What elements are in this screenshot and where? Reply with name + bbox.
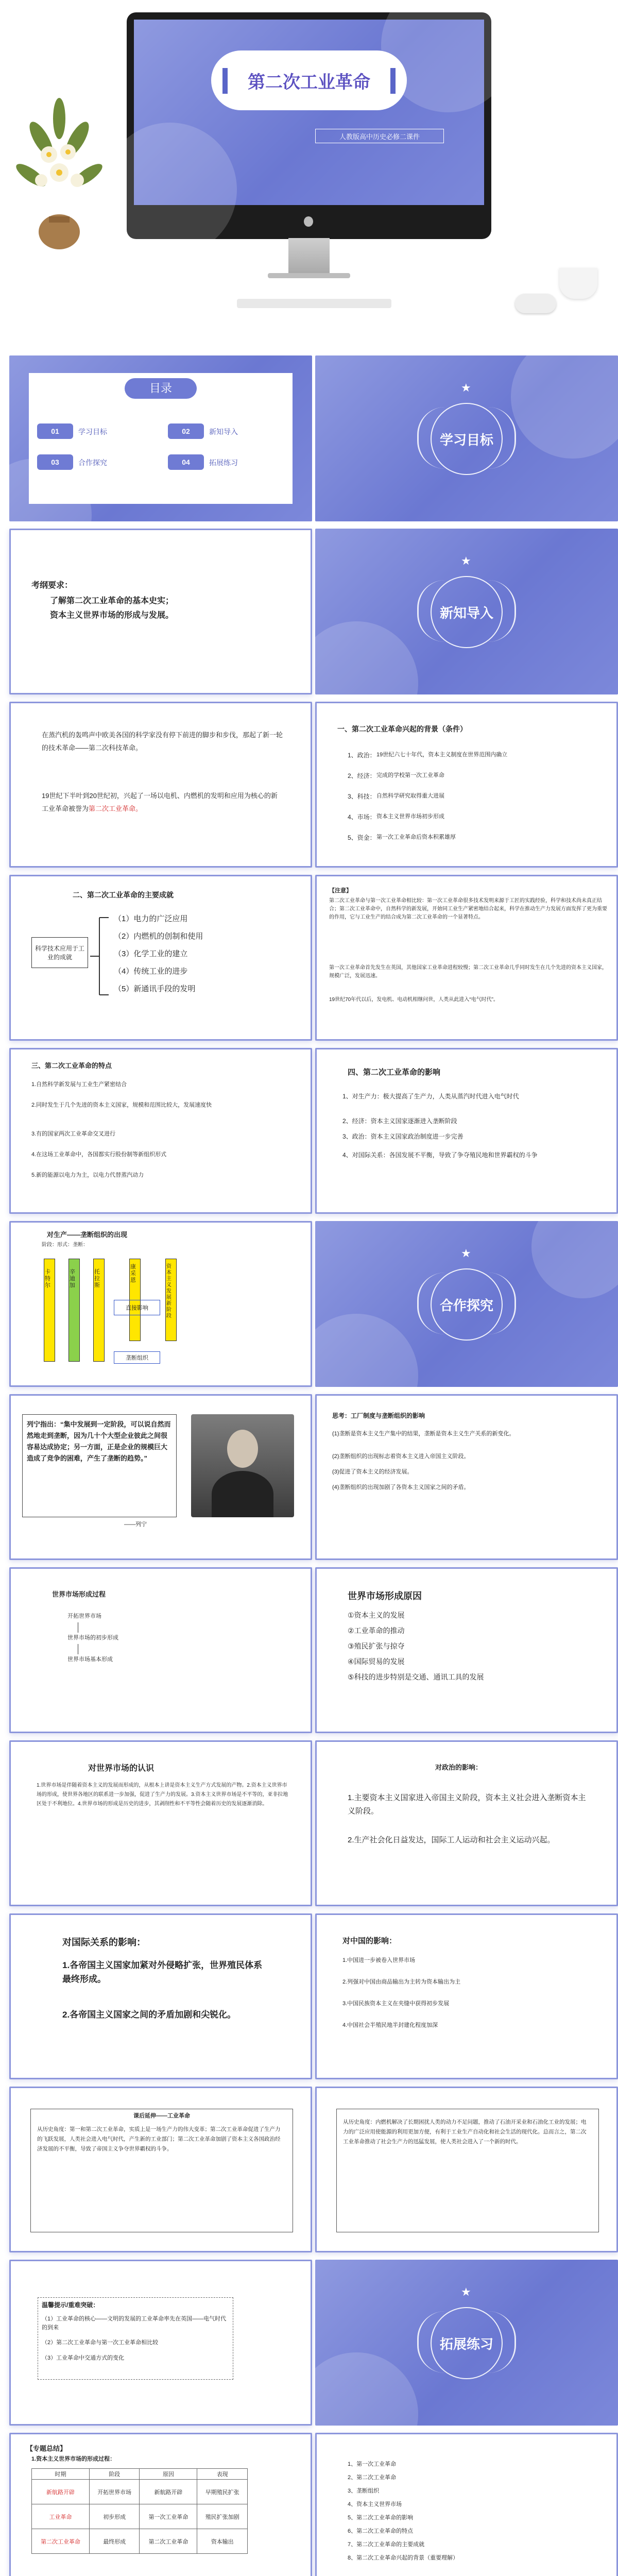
slide-goals <box>9 529 312 694</box>
toc-num-2: 02 <box>168 423 204 439</box>
bg-label-4: 4、市场： <box>348 814 376 821</box>
slide-influence <box>315 1048 618 1214</box>
mono-right2: 垄断组织 <box>126 1355 148 1361</box>
wm4-item-2: 2.生产社会化日益发达，国际工人运动和社会主义运动兴起。 <box>348 1836 555 1844</box>
slide-monopoly <box>9 1221 312 1387</box>
table-cell: 殖民扩张加剧 <box>197 2504 248 2529</box>
monitor-screen <box>134 20 484 205</box>
mono-right: 直接影响 <box>126 1305 148 1311</box>
perf-item-4: （4）传统工业的进步 <box>114 967 188 976</box>
table-header-row <box>32 2469 248 2480</box>
bg-text-1: 19世纪六七十年代，资本主义制度在世界范围内确立 <box>376 752 508 758</box>
monitor-stand <box>288 238 330 274</box>
apple-logo-icon <box>304 216 313 227</box>
wm4-item-1: 1.主要资本主义国家进入帝国主义阶段，资本主义社会进入垄断资本主义阶段。 <box>348 1793 586 1816</box>
perf-item-3: （3）化学工业的建立 <box>114 950 188 958</box>
bg-label-5: 5、资金： <box>348 834 376 841</box>
mono-header: 阶段：形式：垄断： <box>42 1242 88 1248</box>
star-icon: ★ <box>461 554 471 567</box>
wm2-item-2: ②工业革命的推动 <box>348 1626 405 1635</box>
toc-item-2[interactable]: 新知导入 <box>209 428 238 436</box>
list-item-2: 2、第二次工业革命 <box>348 2475 397 2481</box>
perf-title: 二、第二次工业革命的主要成就 <box>73 891 174 899</box>
notes-p1: 第二次工业革命与第一次工业革命相比较：第一次工业革命很多技术发明来源于工匠的实践经验，科学和技术尚未真正结合；第二次工业革命中，自然科学的新发展，开始同工业生产紧密地结合起来，科学在推动生产力发展方面发挥了更为重要的作用，它与工业生产的结合成为第二次工业革命的一个显著特点。 <box>329 898 607 920</box>
table-header: 阶段 <box>89 2469 140 2480</box>
table-cell: 资本输出 <box>197 2529 248 2554</box>
slide-lenin <box>9 1394 312 1560</box>
wm2-title: 世界市场形成原因 <box>348 1591 422 1601</box>
list-item-7: 7、第二次工业革命的主要成就 <box>348 2541 425 2548</box>
wm5-title: 对国际关系的影响： <box>62 1937 146 1947</box>
list-item-6: 6、第二次工业革命的特点 <box>348 2528 414 2534</box>
intro-p2-highlight: 第二次工业革命。 <box>89 804 143 812</box>
mono-note: 资本主义发展新阶段 <box>166 1264 171 1319</box>
perf-bracket <box>89 912 110 1000</box>
ev1-title: 课后延伸——工业革命 <box>133 2113 190 2119</box>
mono-item-3: 托拉斯 <box>94 1269 100 1289</box>
bg-title: 一、第二次工业革命兴起的背景（条件） <box>337 725 467 733</box>
ev1-box <box>30 2109 293 2232</box>
keyboard <box>237 299 391 308</box>
table-cell: 最终形成 <box>89 2529 140 2554</box>
infl-item-1: 1、对生产力：极大提高了生产力，人类从蒸汽时代进入电气时代 <box>342 1093 519 1100</box>
slide-section-3 <box>315 1221 618 1387</box>
mouse <box>515 294 556 313</box>
feat-title: 三、第二次工业革命的特点 <box>31 1062 112 1070</box>
goals-line-2: 资本主义世界市场的形成与发展。 <box>50 611 174 620</box>
wm6-item-3: 3.中国民族资本主义在夹缝中获得初步发展 <box>342 2001 450 2007</box>
feat-item-1: 1.自然科学新发展与工业生产紧密结合 <box>31 1081 127 1088</box>
slide-extension-2 <box>315 2087 618 2252</box>
table-header: 表现 <box>197 2469 248 2480</box>
slide-features <box>9 1048 312 1214</box>
lenin-quote-box <box>22 1414 177 1517</box>
feat-item-5: 5.新的能源以电力为主，以电力代替蒸汽动力 <box>31 1172 144 1178</box>
slide-toc <box>9 355 312 521</box>
cover-subtitle: 人教版高中历史必修二课件 <box>339 132 420 141</box>
bg-label-3: 3、科技： <box>348 793 376 800</box>
mono2-item-2: (2)垄断组织的出现标志着资本主义进入帝国主义阶段。 <box>332 1453 470 1460</box>
bg-label-2: 2、经济： <box>348 772 376 779</box>
table-row <box>32 2529 248 2554</box>
table-row <box>32 2480 248 2504</box>
mono2-head: 思考：工厂制度与垄断组织的影响 <box>332 1412 425 1419</box>
section-3-title: 合作探究 <box>439 1297 493 1313</box>
rev-title: 温馨提示/重难突破： <box>42 2301 99 2309</box>
sum-sub: 1.资本主义世界市场的形成过程： <box>31 2456 116 2462</box>
table-cell: 初步形成 <box>89 2504 140 2529</box>
perf-item-1: （1）电力的广泛应用 <box>114 914 188 923</box>
table-cell: 工业革命 <box>32 2504 90 2529</box>
cover-title-panel <box>211 50 407 110</box>
wm6-item-4: 4.中国社会半殖民地半封建化程度加深 <box>342 2022 438 2028</box>
table-header: 原因 <box>140 2469 197 2480</box>
slide-extension-1 <box>9 2087 312 2252</box>
bg-text-4: 资本主义世界市场初步形成 <box>376 814 444 820</box>
feat-item-2: 2.同时发生于几个先进的资本主义国家，规模和范围比较大，发展速度快 <box>31 1102 212 1108</box>
slide-background <box>315 702 618 868</box>
notes-p2: 第一次工业革命首先发生在英国，其他国家工业革命进程较慢；第二次工业革命几乎同时发生在几个先进的资本主义国家，规模广泛，发展迅速。 <box>329 965 607 979</box>
toc-num-1: 01 <box>37 423 73 439</box>
toc-item-4[interactable]: 拓展练习 <box>209 459 238 467</box>
wm6-item-2: 2.列强对中国由商品输出为主转为资本输出为主 <box>342 1979 461 1985</box>
perf-item-5: （5）新通讯手段的发明 <box>114 985 196 993</box>
wm2-item-1: ①资本主义的发展 <box>348 1611 405 1619</box>
toc-num-4: 04 <box>168 454 204 470</box>
wm3-title: 对世界市场的认识 <box>88 1764 154 1773</box>
toc-item-3[interactable]: 合作探究 <box>78 459 107 467</box>
table-cell: 第一次工业革命 <box>140 2504 197 2529</box>
mono-item-1: 卡特尔 <box>45 1269 50 1289</box>
rev-item-1: （1）工业革命的核心——文明的发展的工业革命率先在英国——电气时代的到来 <box>42 2316 227 2331</box>
table-cell: 早期殖民扩张 <box>197 2480 248 2504</box>
slide-list <box>315 2433 618 2576</box>
wm2-item-5: ⑤科技的进步特别是交通、通讯工具的发展 <box>348 1673 484 1681</box>
table-row <box>32 2504 248 2529</box>
infl-item-3: 3、政治：资本主义国家政治制度进一步完善 <box>342 1133 464 1140</box>
star-icon: ★ <box>461 2285 471 2298</box>
slide-market-causes <box>315 1567 618 1733</box>
slide-monopoly-effect <box>315 1394 618 1560</box>
wm1-item-3: 世界市场基本形成 <box>67 1656 113 1663</box>
goals-head: 考纲要求： <box>31 581 73 590</box>
table-header: 时期 <box>32 2469 90 2480</box>
infl-item-2: 2、经济：资本主义国家逐渐进入垄断阶段 <box>342 1117 457 1125</box>
rev-item-3: （3）工业革命中交通方式的变化 <box>42 2355 125 2361</box>
wm1-item-1: 开拓世界市场 <box>67 1613 101 1619</box>
intro-p2 <box>42 790 284 815</box>
mono-item-2: 辛迪加 <box>70 1269 75 1289</box>
rev-item-2: （2）第二次工业革命与第一次工业革命相比较 <box>42 2340 159 2346</box>
perf-left-box <box>31 937 88 968</box>
lenin-source: ——列宁 <box>124 1521 147 1528</box>
cover-section <box>0 0 618 350</box>
slide-review <box>9 2260 312 2426</box>
toc-title: 目录 <box>125 378 197 399</box>
list-item-1: 1、第一次工业革命 <box>348 2461 397 2467</box>
table-cell: 第二次工业革命 <box>32 2529 90 2554</box>
perf-left: 科学技术应用于工业的成就 <box>35 945 84 961</box>
infl-item-4: 4、对国际关系：各国发展不平衡，导致了争夺殖民地和世界霸权的斗争 <box>342 1151 538 1159</box>
table-cell: 第二次工业革命 <box>140 2529 197 2554</box>
slide-china <box>315 1913 618 2079</box>
wm4-title: 对政治的影响： <box>435 1764 483 1771</box>
toc-item-1[interactable]: 学习目标 <box>78 428 107 436</box>
cover-title: 第二次工业革命 <box>248 72 370 92</box>
slide-intro <box>9 702 312 868</box>
bg-text-3: 自然科学研究取得重大进展 <box>376 793 444 799</box>
wm1-title: 世界市场形成过程 <box>52 1590 106 1598</box>
mono-right2-box <box>114 1351 160 1364</box>
section-2-title: 新知导入 <box>439 605 493 621</box>
wm3-p: 1.世界市场是伴随着资本主义的发展而形成的，从根本上讲是资本主义生产方式发展的产物。2.资本主义世界市场的形成，使世界各地区的联系进一步加强，促进了生产力的发展。3.资本主义世界市场是不平等的，亚非拉地区处于不利地位。4.世界市场的形成是历史的进步，其剥削性和不平等性会随着历史的发展逐渐消除。 <box>37 1783 288 1807</box>
toc-num-3: 03 <box>37 454 73 470</box>
table-cell: 新航路开辟 <box>32 2480 90 2504</box>
table-cell: 开拓世界市场 <box>89 2480 140 2504</box>
ev2-box <box>336 2109 599 2232</box>
mono2-item-3: (3)促进了资本主义的经济发展。 <box>332 1469 413 1475</box>
slide-achievements <box>9 875 312 1041</box>
monitor <box>127 12 491 239</box>
intro-p2-text: 19世纪下半叶到20世纪初，兴起了一场以电机、内燃机的发明和应用为核心的新工业革命被誉为 <box>42 792 278 812</box>
cover-subtitle-box <box>315 129 444 143</box>
wm6-title: 对中国的影响： <box>342 1937 397 1945</box>
monitor-base <box>268 273 350 278</box>
star-icon: ★ <box>461 381 471 394</box>
intro-p1: 在蒸汽机的轰鸣声中欧美各国的科学家没有停下前进的脚步和步伐，那起了新一轮的技术革命——第二次科技革命。 <box>42 731 283 752</box>
slide-notes <box>315 875 618 1041</box>
bg-label-1: 1、政治： <box>348 752 376 759</box>
wm2-item-4: ④国际贸易的发展 <box>348 1657 405 1666</box>
sum-title: 【专题总结】 <box>26 2445 67 2452</box>
mono2-item-1: (1)垄断是资本主义生产集中的结果，垄断是资本主义生产关系的新变化。 <box>332 1431 515 1437</box>
infl-title: 四、第二次工业革命的影响 <box>348 1068 441 1077</box>
feat-item-4: 4.在这场工业革命中，各国都实行股份制等新组织形式 <box>31 1151 167 1158</box>
bg-text-2: 完成的学校第一次工业革命 <box>376 772 444 778</box>
plant-illustration <box>10 77 108 252</box>
ev2-p: 从历史角度：内燃机解决了长期困扰人类的动力不足问题，推动了石油开采业和石油化工业的发展；电力的广泛应用使能源的利用更加方便，有利于工业生产自动化和社会生活的现代化。总而言之，第二次工业革命推动了社会生产力的迅猛发展，使人类社会进入了一个新的时代。 <box>343 2119 587 2145</box>
perf-item-2: （2）内燃机的创制和使用 <box>114 932 203 941</box>
goals-line-1: 了解第二次工业革命的基本史实； <box>50 597 174 605</box>
ev1-p: 从历史角度：第一和第二次工业革命，实质上是一场生产力的伟大变革；第二次工业革命促进了生产力的飞跃发展，人类社会进入电气时代，产生新的工业部门；第二次工业革命加剧了资本主义各国政治经济发展的不平衡，导致了帝国主义争夺世界霸权的斗争。 <box>37 2126 281 2152</box>
lenin-quote: 列宁指出：“集中发展到一定阶段，可以说自然而然地走到垄断，因为几十个大型企业彼此之间很容易达成协定；另一方面，正是企业的规模巨大造成了竞争的困难，产生了垄断的趋势。” <box>27 1420 171 1463</box>
slide-summary <box>9 2433 312 2576</box>
list-item-3: 3、垄断组织 <box>348 2488 380 2494</box>
mono-title: 对生产——垄断组织的出现 <box>47 1231 128 1239</box>
summary-table <box>31 2468 248 2554</box>
slide-intl-relations <box>9 1913 312 2079</box>
notes-p3: 19世纪70年代以后，发电机、电动机相继问世，人类从此进入“电气时代”。 <box>329 997 499 1003</box>
section-4-title: 拓展练习 <box>439 2336 493 2352</box>
list-item-8: 8、第二次工业革命兴起的背景（重要理解） <box>348 2555 459 2561</box>
slide-section-1 <box>315 355 618 521</box>
mono2-item-4: (4)垄断组织的出现加剧了各资本主义国家之间的矛盾。 <box>332 1484 470 1490</box>
bg-text-5: 第一次工业革命后资本积累雄厚 <box>376 834 456 840</box>
wm5-item-1: 1.各帝国主义国家加紧对外侵略扩张，世界殖民体系最终形成。 <box>62 1960 263 1985</box>
notes-head: 【注意】 <box>329 888 352 894</box>
slide-politics <box>315 1740 618 1906</box>
slide-section-4 <box>315 2260 618 2426</box>
wm6-item-1: 1.中国进一步被卷入世界市场 <box>342 1957 416 1963</box>
slide-market-process <box>9 1567 312 1733</box>
wm2-item-3: ③殖民扩张与掠夺 <box>348 1642 405 1650</box>
mono-right-box <box>114 1300 160 1315</box>
slide-section-2 <box>315 529 618 694</box>
wm5-item-2: 2.各帝国主义国家之间的矛盾加剧和尖锐化。 <box>62 2010 236 2020</box>
mono-item-4: 康采恩 <box>130 1264 136 1284</box>
coffee-cup <box>559 268 597 299</box>
list-item-5: 5、第二次工业革命的影响 <box>348 2515 414 2521</box>
wm1-item-2: 世界市场的初步形成 <box>67 1635 118 1641</box>
feat-item-3: 3.有的国家两次工业革命交叉进行 <box>31 1131 116 1137</box>
star-icon: ★ <box>461 1247 471 1260</box>
section-1-title: 学习目标 <box>439 432 493 448</box>
lenin-portrait <box>191 1414 294 1517</box>
slide-market-view <box>9 1740 312 1906</box>
table-cell: 新航路开辟 <box>140 2480 197 2504</box>
list-item-4: 4、资本主义世界市场 <box>348 2501 402 2507</box>
